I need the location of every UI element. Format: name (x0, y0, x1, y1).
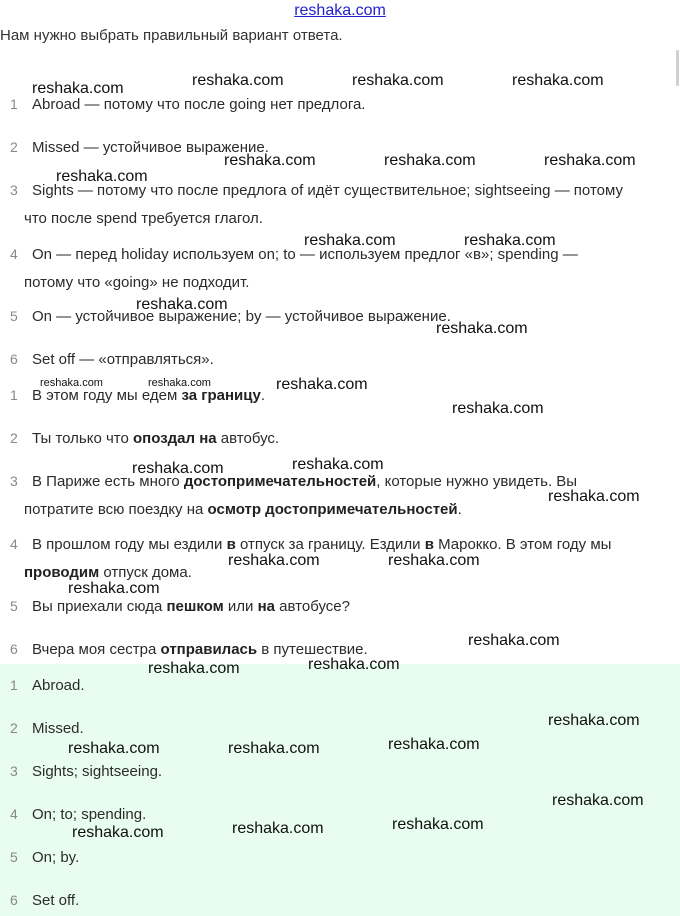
answer-item (10, 757, 678, 786)
translation-highlight: осмотр достопримечательностей (207, 501, 458, 518)
watermark: reshaka.com (224, 152, 316, 169)
intro-text: Нам нужно выбрать правильный вариант ответа. (0, 27, 343, 44)
item-number: 6 (10, 641, 18, 657)
answer-item (10, 671, 678, 700)
watermark: reshaka.com (436, 320, 528, 337)
answers-block (0, 664, 680, 916)
watermark: reshaka.com (388, 736, 480, 753)
watermark: reshaka.com (72, 824, 164, 841)
translation-text: автобусе? (275, 598, 350, 615)
item-number: 1 (10, 387, 18, 403)
translation-text: . (260, 387, 265, 404)
item-number: 1 (10, 96, 18, 112)
watermark: reshaka.com (228, 552, 320, 569)
translation-text: автобус. (216, 430, 280, 447)
item-number: 2 (10, 139, 18, 155)
watermark: reshaka.com (232, 820, 324, 837)
watermark: reshaka.com (40, 377, 103, 389)
explanation-text: Missed — устойчивое выражение. (32, 139, 269, 156)
translation-highlight: проводим (24, 564, 100, 581)
watermark: reshaka.com (132, 460, 224, 477)
translation-text: потратите всю поездку на (24, 501, 208, 518)
explanation-item (10, 345, 678, 374)
item-number: 6 (10, 892, 18, 908)
explanation-text: On — устойчивое выражение; by — устойчивое выражение. (32, 308, 451, 325)
watermark: reshaka.com (32, 80, 124, 97)
translation-highlight: в (226, 536, 236, 553)
translation-text: . (457, 501, 462, 518)
watermark: reshaka.com (136, 296, 228, 313)
answer-item (10, 886, 678, 915)
watermark: reshaka.com (544, 152, 636, 169)
watermark: reshaka.com (392, 816, 484, 833)
item-number: 5 (10, 598, 18, 614)
item-number: 3 (10, 182, 18, 198)
translation-highlight: пешком (166, 598, 224, 615)
translation-text: отпуск за границу. Ездили (235, 536, 425, 553)
watermark: reshaka.com (148, 660, 240, 677)
translation-highlight: отправилась (160, 641, 258, 658)
answer-text: On; to; spending. (32, 806, 147, 823)
watermark: reshaka.com (68, 580, 160, 597)
item-number: 5 (10, 308, 18, 324)
item-number: 5 (10, 849, 18, 865)
translation-highlight: опоздал на (133, 430, 217, 447)
translation-text: В прошлом году мы ездили (32, 536, 227, 553)
watermark: reshaka.com (56, 168, 148, 185)
translation-text: Марокко. В этом году мы (433, 536, 612, 553)
translation-item (10, 530, 678, 587)
watermark: reshaka.com (388, 552, 480, 569)
translation-highlight: в (424, 536, 434, 553)
watermark: reshaka.com (552, 792, 644, 809)
item-number: 3 (10, 763, 18, 779)
scrollbar-thumb[interactable] (676, 50, 679, 86)
answer-text: Sights; sightseeing. (32, 763, 163, 780)
answer-text: Missed. (32, 720, 84, 737)
translation-text: или (223, 598, 258, 615)
translation-text: Вы приехали сюда (32, 598, 167, 615)
translation-text: Ты только что (32, 430, 134, 447)
watermark: reshaka.com (292, 456, 384, 473)
watermark: reshaka.com (384, 152, 476, 169)
translation-text: отпуск дома. (99, 564, 192, 581)
watermark: reshaka.com (352, 72, 444, 89)
translation-text: , которые нужно увидеть. Вы (376, 473, 578, 490)
watermark: reshaka.com (308, 656, 400, 673)
item-number: 6 (10, 351, 18, 367)
watermark: reshaka.com (68, 740, 160, 757)
translation-highlight: на (257, 598, 276, 615)
translation-highlight: достопримечательностей (183, 473, 377, 490)
explanation-text-cont: что после spend требуется глагол. (24, 210, 263, 227)
translation-text: В Париже есть много (32, 473, 184, 490)
item-number: 4 (10, 806, 18, 822)
answer-text: Set off. (32, 892, 80, 909)
watermark: reshaka.com (464, 232, 556, 249)
watermark: reshaka.com (512, 72, 604, 89)
item-number: 3 (10, 473, 18, 489)
site-link[interactable]: reshaka.com (294, 2, 386, 19)
watermark: reshaka.com (228, 740, 320, 757)
answer-item (10, 843, 678, 872)
explanation-text: On — перед holiday используем on; to — используем предлог «в»; spending — (32, 246, 578, 263)
watermark: reshaka.com (276, 376, 368, 393)
item-number: 2 (10, 430, 18, 446)
translation-highlight: за границу (181, 387, 261, 404)
explanation-item (10, 302, 678, 331)
item-number: 2 (10, 720, 18, 736)
watermark: reshaka.com (192, 72, 284, 89)
explanation-text: Sights — потому что после предлога of идёт существительное; sightseeing — потому (32, 182, 623, 199)
translation-text: Вчера моя сестра (32, 641, 161, 658)
answer-text: On; by. (32, 849, 80, 866)
translation-text: В этом году мы едем (32, 387, 182, 404)
watermark: reshaka.com (452, 400, 544, 417)
item-number: 4 (10, 536, 18, 552)
translation-text: в путешествие. (257, 641, 368, 658)
item-number: 4 (10, 246, 18, 262)
watermark: reshaka.com (304, 232, 396, 249)
explanation-text-cont: потому что «going» не подходит. (24, 274, 250, 291)
item-number: 1 (10, 677, 18, 693)
watermark: reshaka.com (548, 488, 640, 505)
explanation-text: Abroad — потому что после going нет предлога. (32, 96, 366, 113)
explanation-text: Set off — «отправляться». (32, 351, 214, 368)
answer-text: Abroad. (32, 677, 85, 694)
translation-item (10, 424, 678, 453)
watermark: reshaka.com (148, 377, 211, 389)
watermark: reshaka.com (468, 632, 560, 649)
watermark: reshaka.com (548, 712, 640, 729)
